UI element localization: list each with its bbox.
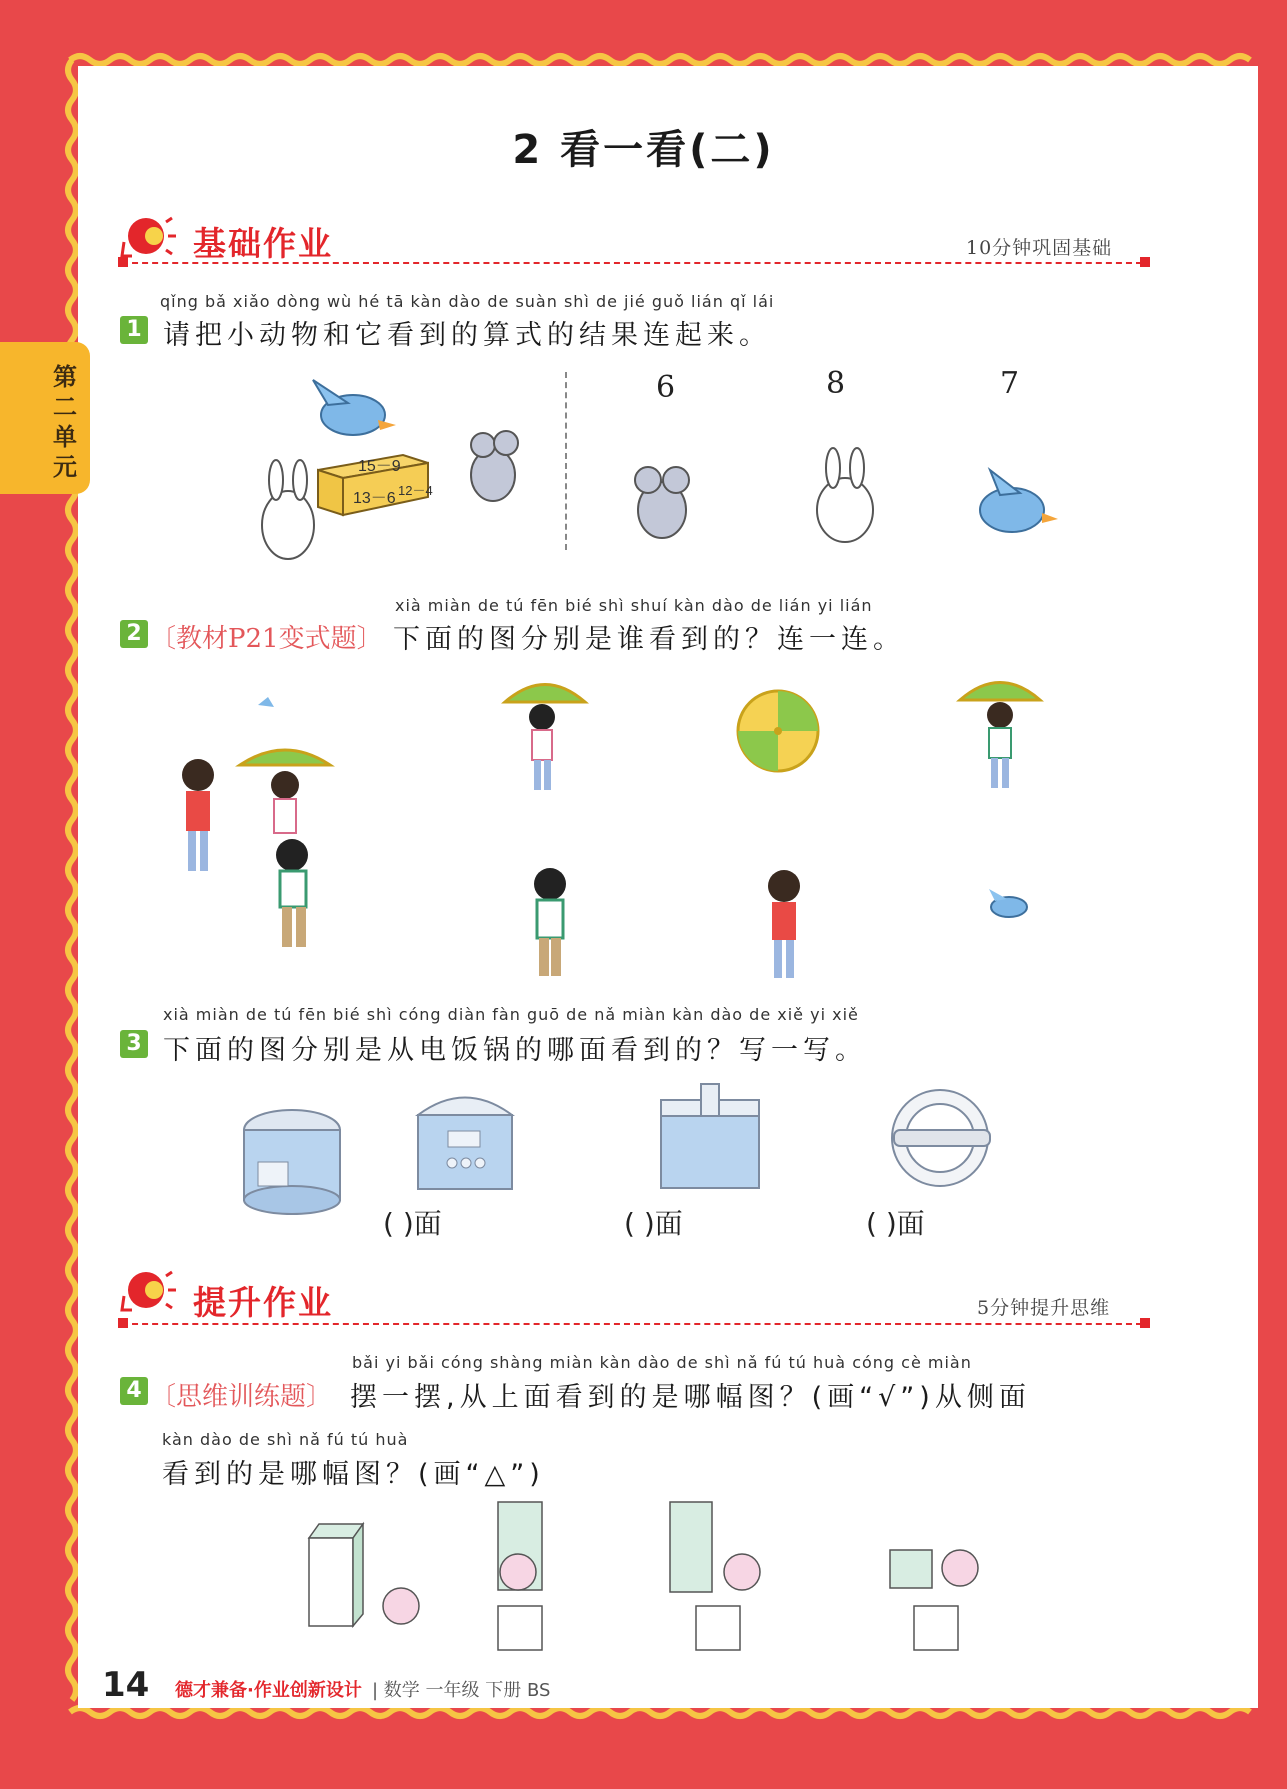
divider-end-right [1140,257,1150,267]
q1-text: 请把小动物和它看到的算式的结果连起来。 [163,320,771,351]
girl-icon [276,839,308,947]
cooker-view-top[interactable] [888,1086,998,1196]
q2-tag: 〔教材P21变式题〕 [150,624,383,654]
boy-icon [182,759,214,871]
q2-option-bird[interactable] [985,885,1035,925]
q1-pinyin: qǐng bǎ xiǎo dòng wù hé tā kàn dào de suàn shì de jié guǒ lián qǐ lái [160,292,775,311]
q2-pinyin: xià miàn de tú fēn bié shì shuí kàn dào de lián yi lián [395,596,873,615]
cooker-view-side[interactable] [655,1082,765,1197]
rice-cooker-icon [240,1100,345,1220]
q2-option-umbrella-front[interactable] [955,670,1045,800]
bird-icon [258,697,274,707]
section-advanced-subtitle: 5分钟提升思维 [977,1297,1111,1319]
q2-scene [170,695,370,955]
q4-option-3[interactable] [888,1500,988,1660]
box-front-expression: 13－6 [353,490,396,507]
section-basic-subtitle: 10分钟巩固基础 [966,237,1113,259]
section-advanced-title: 提升作业 [193,1283,333,1322]
q1-answer-8[interactable]: 8 [826,366,846,401]
q3-blank-2[interactable]: ( )面 [624,1207,683,1240]
cooker-view-front[interactable] [410,1085,520,1200]
q1-answer-6[interactable]: 6 [656,370,676,405]
q1-number: 1 [120,316,148,344]
lamp-icon [118,212,178,262]
lamp-icon [118,1266,178,1316]
q3-pinyin: xià miàn de tú fēn bié shì cóng diàn fàn guō de nǎ miàn kàn dào de xiě yi xiě [163,1005,859,1024]
q1-scene [258,375,538,565]
unit-tab-label: 第二单元 [53,363,77,481]
q1-answer-7[interactable]: 7 [1000,366,1020,401]
q3-number: 3 [120,1030,148,1058]
q2-option-umbrella-side[interactable] [500,672,590,802]
q4-text-1: 摆一摆,从上面看到的是哪幅图？(画“√”)从侧面 [350,1382,1031,1413]
q3-blank-3[interactable]: ( )面 [866,1207,925,1240]
rabbit-icon [262,460,314,559]
page-number: 14 [102,1665,150,1705]
q4-tag: 〔思维训练题〕 [150,1382,333,1412]
q4-pinyin-1: bǎi yi bǎi cóng shàng miàn kàn dào de shì nǎ fú tú huà cóng cè miàn [352,1353,972,1372]
page-title: 2 看一看(二) [512,127,775,173]
divider-end-left [118,257,128,267]
section-basic-divider [122,262,1142,264]
q2-number: 2 [120,620,148,648]
footer-brand: 德才兼备·作业创新设计 [175,1680,362,1701]
q4-model [305,1518,425,1628]
rabbit-icon[interactable] [805,448,885,548]
q2-text: 下面的图分别是谁看到的？连一连。 [393,624,905,655]
section-advanced-divider [122,1323,1142,1325]
divider-end-right [1140,1318,1150,1328]
q2-option-umbrella-top[interactable] [733,686,823,776]
q1-divider [565,372,567,550]
divider-end-left [118,1318,128,1328]
q4-number: 4 [120,1377,148,1405]
number-box [318,455,433,515]
q4-pinyin-2: kàn dào de shì nǎ fú tú huà [162,1430,409,1449]
q4-text-2: 看到的是哪幅图？(画“△”) [162,1459,545,1490]
q2-option-girl-back[interactable] [510,862,590,982]
umbrella-child-icon [240,750,330,833]
box-top-expression: 15－9 [358,458,401,475]
footer-info: | 数学 一年级 下册 BS [372,1680,551,1701]
q4-option-2[interactable] [668,1500,768,1660]
section-basic-title: 基础作业 [193,224,333,263]
bird-icon [313,380,396,435]
q3-text: 下面的图分别是从电饭锅的哪面看到的？写一写。 [163,1035,867,1066]
q4-option-1[interactable] [496,1500,556,1660]
q2-option-boy[interactable] [748,864,828,984]
q3-blank-1[interactable]: ( )面 [383,1207,442,1240]
box-side-expression: 12－4 [398,483,433,498]
mouse-icon[interactable] [622,460,702,550]
bird-icon[interactable] [970,465,1060,545]
mouse-icon [471,431,518,501]
